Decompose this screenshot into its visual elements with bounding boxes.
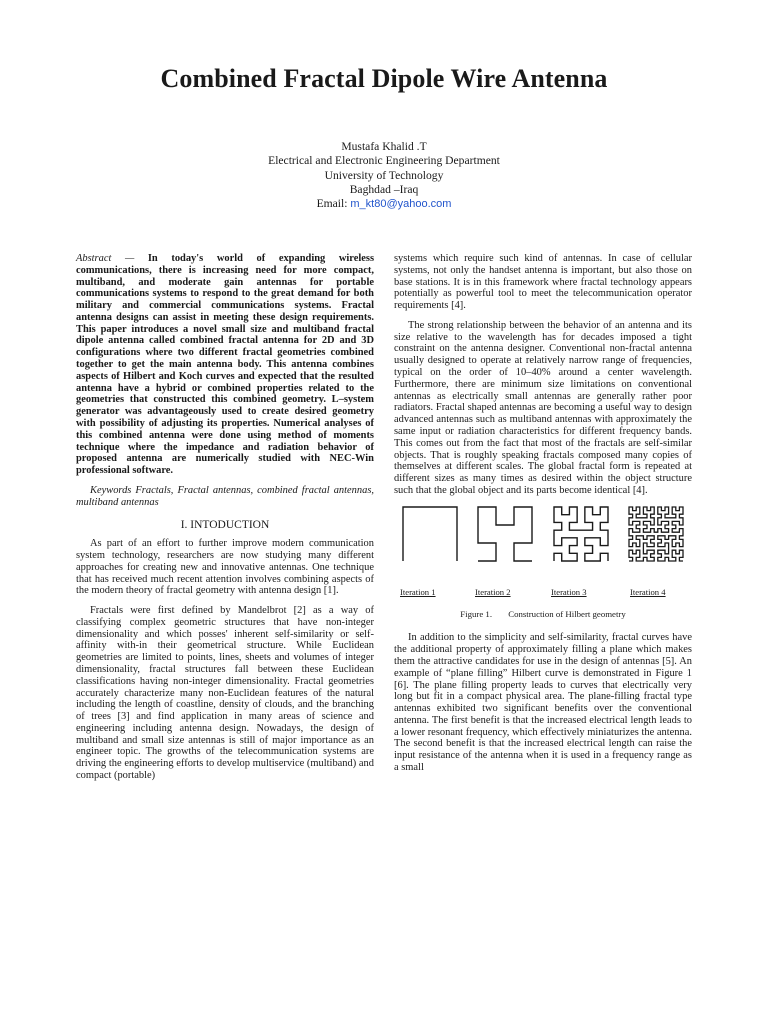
section-heading-introduction: I. INTODUCTION xyxy=(180,519,270,532)
intro-paragraph-3: systems which require such kind of antennas. In case of cellular systems, not only the handset antenna is important, but also those on base stations. It is in this framework where fractal technology appears potentially as powerful tool to meet the telecommunication operator requirements [4]. xyxy=(394,253,692,312)
figure-label-iteration-4: Iteration 4 xyxy=(630,586,666,597)
keywords: Keywords Fractals, Fractal antennas, combined fractal antennas, multiband antennas xyxy=(76,484,374,508)
figure-caption-text: Construction of Hilbert geometry xyxy=(508,608,626,619)
figure-label-iteration-1: Iteration 1 xyxy=(400,586,436,597)
hilbert-curve-4 xyxy=(629,507,683,561)
affiliation-department: Electrical and Electronic Engineering Department xyxy=(268,154,500,168)
email-link[interactable]: m_kt80@yahoo.com xyxy=(350,198,452,211)
hilbert-curve-3 xyxy=(554,507,608,561)
left-column xyxy=(76,253,374,790)
figure-caption-number: Figure 1. xyxy=(460,608,493,619)
figure-label-iteration-3: Iteration 3 xyxy=(551,586,587,597)
figure-hilbert-iterations xyxy=(394,505,692,603)
hilbert-curve-2 xyxy=(478,507,532,561)
affiliation-city: Baghdad –Iraq xyxy=(349,182,419,196)
hilbert-iteration-3-diagram xyxy=(552,505,610,563)
hilbert-iteration-1-diagram xyxy=(401,505,459,563)
figure-caption xyxy=(394,609,692,621)
abstract xyxy=(76,253,374,477)
intro-paragraph-4: The strong relationship between the behavior of an antenna and its size relative to the wavelength has for decades imposed a tight constraint on the antenna designer. Conventional non-fractal antenna usually designed to operate at relatively narrow range of frequencies, typical on the order of 10–40% around a center wavelength. Furthermore, there are minimum size limitations on conventional antennas as electrically small antennas are generally rather poor radiators. Fractal shaped antennas are becoming a useful way to design advanced antennas such as multiband antennas with approximately the same input or radiation characteristics for different frequency bands. This comes out from the fact that most of the fractals are self-similar objects. That is roughly speaking fractals composed many copies of themselves at different scales. The global fractal form is repeated at different sizes as many times as desired within the object structure such that the global object and its parts become identical [4]. xyxy=(394,319,692,496)
email-label: Email: xyxy=(316,197,348,211)
intro-paragraph-5: In addition to the simplicity and self-similarity, fractal curves have the additional property of approximately filling a plane which makes them the attractive candidates for use in the design of antennas [5]. An example of “plane filling” Hilbert curve is demonstrated in Figure 1 [6]. The plane filling property leads to curves that electrically very long but fit in a compact physical area. The plane-filling fractal type antennas exhibited two significant benefits over the conventional antenna. The first benefit is that the increased electrical length leads to a lower resonant frequency, which effectively miniaturizes the antenna. The second benefit is that the increased electrical length can raise the input resistance of the antenna when it is used in a frequency range as a small xyxy=(394,632,692,773)
hilbert-curve-1 xyxy=(403,507,457,561)
abstract-text: In today's world of expanding wireless communications, there is increasing need for more compact, multiband, and moderate gain antennas for portable communications systems to respond to the great demand for both military and commercial communications systems. Fractal antenna designs can assist in meeting these design requirements. This paper introduces a novel small size and multiband fractal dipole antenna called combined fractal antenna for 2D and 3D configurations where two different fractal geometries combined together to get the main antenna body. This antenna combines aspects of Hilbert and Koch curves and expected that the resulted antenna have a hybrid or combined properties related to the geometries that constructed this combined geometry. L–system generator was advantageously used to create desired geometry with possibility of adjusting its properties. Numerical analyses of this combined antenna were done using method of moments technique where the impedance and radiation behavior of proposed antenna are numerically studied with NEC-Win professional software. xyxy=(76,253,375,477)
abstract-lead: Abstract — xyxy=(76,253,135,264)
figure-label-iteration-2: Iteration 2 xyxy=(475,586,511,597)
right-column xyxy=(394,253,692,782)
affiliation-university: University of Technology xyxy=(324,168,444,182)
email-line xyxy=(0,197,768,211)
author-block xyxy=(0,140,768,211)
intro-paragraph-1: As part of an effort to further improve modern communication system technology, researchers are now studying many different approaches for creating new and innovative antennas. One technique that has received much recent attention involves combining aspects of the modern theory of fractal geometry with antenna design [1]. xyxy=(76,538,374,597)
paper-title: Combined Fractal Dipole Wire Antenna xyxy=(160,64,608,93)
intro-paragraph-2: Fractals were first defined by Mandelbrot [2] as a way of classifying complex geometric structures that have non-integer dimensionality and which posses' inherent self-similarity or self- affinity with-in their geometrical structure. While Euclidean geometries are limited to points, lines, sheets and volumes of integer dimensionality, fractal structures fall between these Euclidean classifications having non-integer dimensionality. Fractal geometries accurately characterize many non-Euclidean features of the natural including the length of coastline, density of clouds, and the branching of trees [3] and find application in many areas of science and engineering including antenna design. Nowadays, the design of multiband and small size antennas is still of major importance as an engineer topic. The growths of the telecommunication systems are driving the engineering efforts to develop multiservice (multiband) and compact (portable) xyxy=(76,605,374,782)
hilbert-iteration-2-diagram xyxy=(476,505,534,563)
hilbert-iteration-4-diagram xyxy=(627,505,685,563)
author-name: Mustafa Khalid .T xyxy=(341,140,427,153)
